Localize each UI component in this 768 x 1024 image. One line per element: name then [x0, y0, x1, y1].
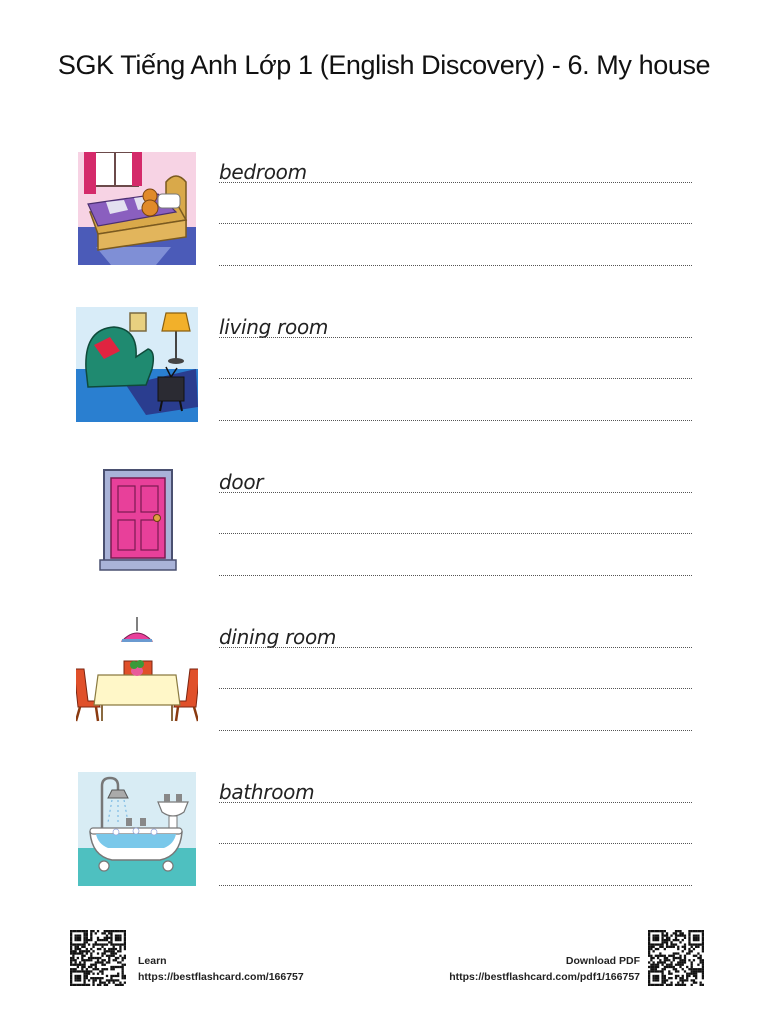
writing-line[interactable] [219, 182, 692, 183]
footer-download-label: Download PDF [565, 955, 640, 967]
footer-download-link[interactable]: https://bestflashcard.com/pdf1/166757 [449, 971, 640, 983]
vocab-row-living-room [76, 307, 696, 427]
vocab-word: bedroom [219, 160, 307, 184]
vocab-row-bathroom [76, 772, 696, 892]
vocab-row-dining-room [76, 617, 696, 737]
writing-line[interactable] [219, 492, 692, 493]
writing-line[interactable] [219, 378, 692, 379]
qr-code-icon[interactable] [648, 930, 704, 986]
dining-room-icon [76, 617, 198, 732]
writing-line[interactable] [219, 885, 692, 886]
page-title: SGK Tiếng Anh Lớp 1 (English Discovery) - 6. My house [57, 50, 711, 80]
writing-line[interactable] [219, 533, 692, 534]
vocab-word: door [219, 470, 264, 494]
living-room-icon [76, 307, 198, 422]
bedroom-icon [76, 152, 198, 267]
writing-line[interactable] [219, 420, 692, 421]
writing-line[interactable] [219, 730, 692, 731]
bathroom-icon [76, 772, 198, 887]
vocab-word: bathroom [219, 780, 315, 804]
writing-line[interactable] [219, 843, 692, 844]
vocab-word: dining room [219, 625, 337, 649]
writing-line[interactable] [219, 337, 692, 338]
writing-line[interactable] [219, 575, 692, 576]
writing-line[interactable] [219, 802, 692, 803]
vocab-row-bedroom [76, 152, 696, 272]
writing-line[interactable] [219, 688, 692, 689]
footer-learn-label: Learn [138, 955, 167, 967]
writing-line[interactable] [219, 223, 692, 224]
writing-line[interactable] [219, 647, 692, 648]
vocab-word: living room [219, 315, 329, 339]
footer-learn-link[interactable]: https://bestflashcard.com/166757 [138, 971, 304, 983]
qr-code-icon[interactable] [70, 930, 126, 986]
footer-download [420, 930, 704, 986]
footer-learn [70, 930, 330, 986]
writing-line[interactable] [219, 265, 692, 266]
door-icon [76, 462, 198, 577]
vocab-row-door [76, 462, 696, 582]
